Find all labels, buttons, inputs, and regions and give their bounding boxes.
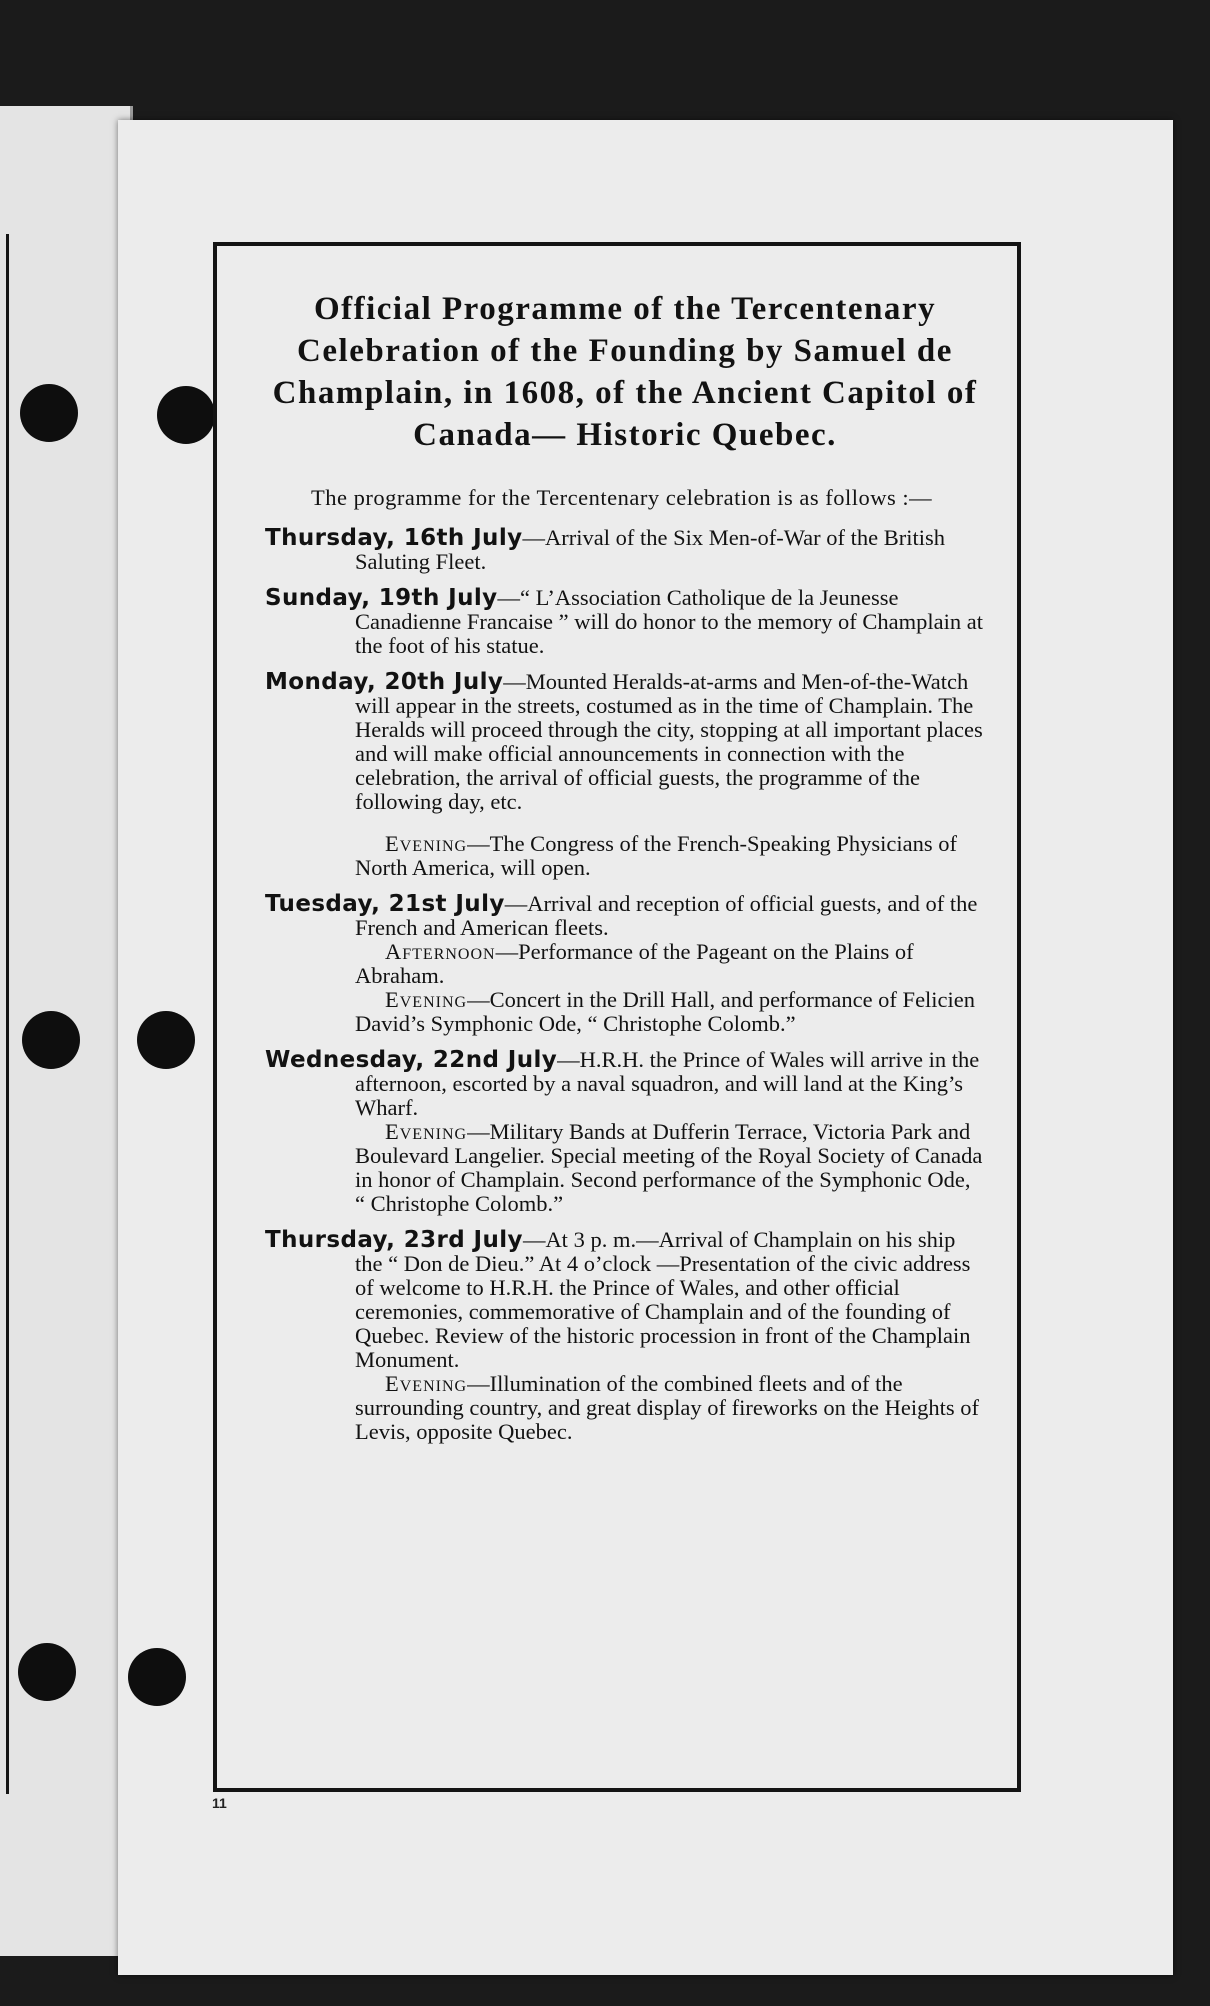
binder-hole-left-bottom: [18, 1643, 76, 1701]
entry-sub-paragraph: [265, 988, 985, 1036]
programme-entry: [265, 526, 985, 574]
entry-text: —Arrival of the Six Men-of-War of the British Saluting Fleet.: [355, 525, 945, 574]
time-of-day-label: Evening: [385, 1119, 468, 1144]
entry-paragraph: [265, 670, 985, 814]
programme-entries: [265, 526, 985, 1444]
entry-paragraph: [265, 1228, 985, 1372]
binder-hole-middle: [137, 1011, 195, 1069]
document-page: [118, 120, 1173, 1975]
binder-hole-bottom: [128, 1648, 186, 1706]
entry-text: —Arrival and reception of official guests, and of the French and American fleets.: [355, 891, 978, 940]
time-of-day-label: Evening: [385, 831, 468, 856]
entry-date: Sunday, 19th July: [265, 585, 498, 611]
programme-entry: [265, 1228, 985, 1444]
programme-entry: [265, 892, 985, 1036]
sub-text: —Concert in the Drill Hall, and performance of Felicien David’s Symphonic Ode, “ Christophe Colomb.”: [355, 987, 976, 1036]
time-of-day-label: Afternoon: [385, 939, 496, 964]
programme-entry: [265, 670, 985, 880]
sub-text: —Performance of the Pageant on the Plains of Abraham.: [355, 939, 914, 988]
entry-text: —“ L’Association Catholique de la Jeunesse Canadienne Francaise ” will do honor to the memory of Champlain at the foot of his statue.: [355, 585, 983, 658]
entry-date: Tuesday, 21st July: [265, 891, 505, 917]
binder-hole-left-middle: [22, 1011, 80, 1069]
sub-text: —Military Bands at Dufferin Terrace, Victoria Park and Boulevard Langelier. Special meeting of the Royal Society of Canada in honor of Champlain. Second performance of the Symphonic Ode, “ Christophe Colomb.”: [355, 1119, 983, 1216]
facing-page-edge: [0, 106, 133, 1956]
entry-sub-paragraph: [265, 1120, 985, 1216]
programme-content: [265, 288, 985, 1456]
programme-entry: [265, 586, 985, 658]
binder-hole-left-top: [20, 384, 78, 442]
entry-text: —H.R.H. the Prince of Wales will arrive in the afternoon, escorted by a naval squadron, and will land at the King’s Wharf.: [355, 1047, 980, 1120]
entry-sub-paragraph: [265, 940, 985, 988]
entry-paragraph: [265, 526, 985, 574]
entry-paragraph: [265, 1048, 985, 1120]
entry-date: Thursday, 16th July: [265, 525, 523, 551]
time-of-day-label: Evening: [385, 1371, 468, 1396]
entry-paragraph: [265, 892, 985, 940]
binder-hole-top: [157, 386, 215, 444]
entry-text: —Mounted Heralds-at-arms and Men-of-the-Watch will appear in the streets, costumed as in the time of Champlain. The Heralds will proceed through the city, stopping at all important places and will make official announcements in connection with the celebration, the arrival of official guests, the programme of the following day, etc.: [355, 669, 983, 814]
programme-entry: [265, 1048, 985, 1216]
sub-text: —The Congress of the French-Speaking Physicians of North America, will open.: [355, 831, 957, 880]
programme-border-frame: [213, 242, 1021, 1792]
entry-paragraph: [265, 586, 985, 658]
entry-sub-paragraph: [265, 832, 985, 880]
entry-date: Thursday, 23rd July: [265, 1227, 523, 1253]
entry-text: —At 3 p. m.—Arrival of Champlain on his ship the “ Don de Dieu.” At 4 o’clock —Presentation of the civic address of welcome to H.R.H. the Prince of Wales, and other official ceremonies, commemorative of Champlain and of the founding of Quebec. Review of the historic procession in front of the Champlain Monument.: [355, 1227, 971, 1372]
sub-text: —Illumination of the combined fleets and of the surrounding country, and great display of fireworks on the Heights of Levis, opposite Quebec.: [355, 1371, 980, 1444]
page-number: 11: [212, 1795, 227, 1811]
entry-date: Wednesday, 22nd July: [265, 1047, 558, 1073]
programme-title: Official Programme of the Tercentenary Celebration of the Founding by Samuel de Champlain, in 1608, of the Ancient Capitol of Canada— Historic Quebec.: [272, 291, 978, 453]
programme-intro: The programme for the Tercentenary celebration is as follows :—: [311, 485, 933, 510]
time-of-day-label: Evening: [385, 987, 468, 1012]
entry-sub-paragraph: [265, 1372, 985, 1444]
entry-date: Monday, 20th July: [265, 669, 504, 695]
facing-page-border-line: [6, 234, 9, 1794]
